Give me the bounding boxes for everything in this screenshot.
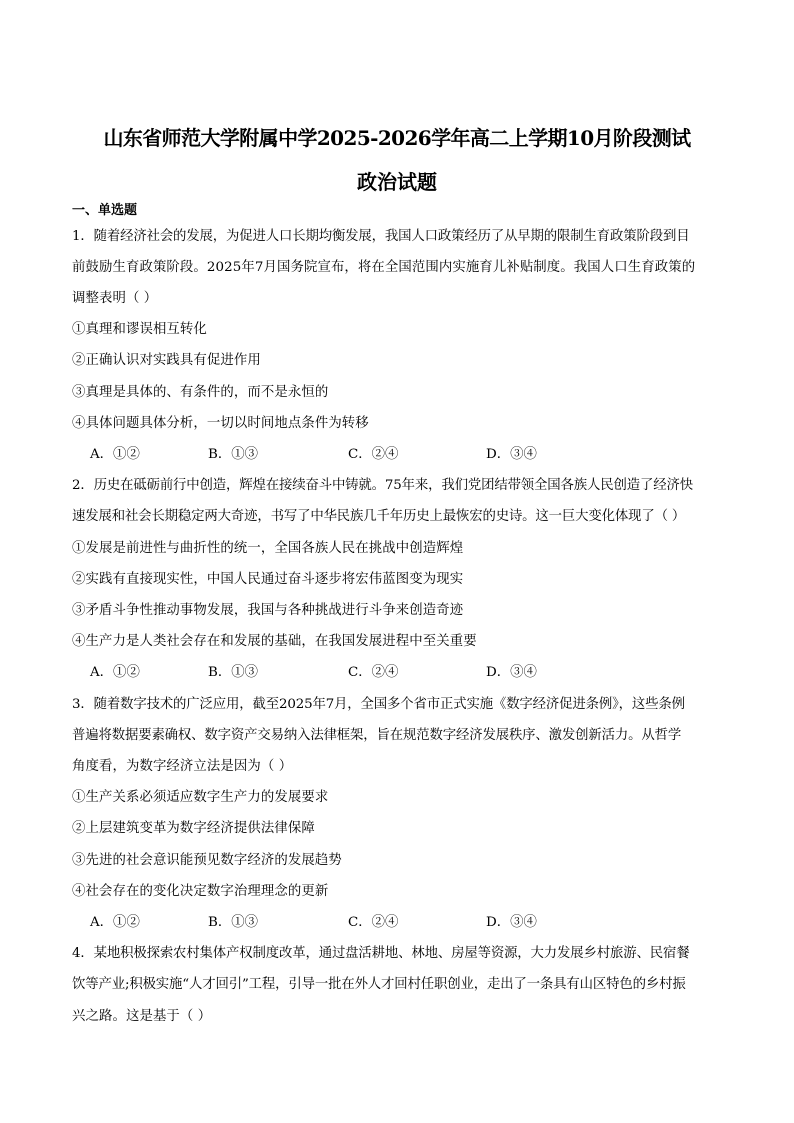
question-1-option-c: C．②④ xyxy=(348,447,399,462)
question-3-option-a: A．①② xyxy=(90,915,140,930)
question-1-stem-line-1: 1．随着经济社会的发展，为促进人口长期均衡发展，我国人口政策经历了从早期的限制生育政策阶段到目 xyxy=(72,229,690,244)
question-3-stem-line-1: 3．随着数字技术的广泛应用，截至2025年7月，全国多个省市正式实施《数字经济促进条例》，这些条例 xyxy=(72,697,685,712)
question-3-stem-line-3: 角度看，为数字经济立法是因为（ ） xyxy=(72,759,293,774)
question-2-option-a: A．①② xyxy=(90,665,140,680)
question-1-option-a: A．①② xyxy=(90,447,140,462)
question-1-options xyxy=(0,444,794,466)
question-2-options xyxy=(0,662,794,684)
section-heading: 一、单选题 xyxy=(72,203,138,218)
question-4-stem-line-1: 4．某地积极探索农村集体产权制度改革，通过盘活耕地、林地、房屋等资源，大力发展乡村旅游、民宿餐 xyxy=(72,946,690,961)
question-3-option-b: B．①③ xyxy=(208,915,259,930)
document-subtitle: 政治试题 xyxy=(357,170,437,194)
question-3-stem-line-2: 普遍将数据要素确权、数字资产交易纳入法律框架，旨在规范数字经济发展秩序、激发创新活力。从哲学 xyxy=(72,728,682,743)
question-3-option-c: C．②④ xyxy=(348,915,399,930)
question-2-statement-2: ②实践有直接现实性，中国人民通过奋斗逐步将宏伟蓝图变为现实 xyxy=(72,572,464,587)
question-1-statement-3: ③真理是具体的、有条件的，而不是永恒的 xyxy=(72,385,329,400)
question-1-statement-4: ④具体问题具体分析，一切以时间地点条件为转移 xyxy=(72,416,369,431)
question-3-statement-3: ③先进的社会意识能预见数字经济的发展趋势 xyxy=(72,853,342,868)
question-1-option-b: B．①③ xyxy=(208,447,259,462)
question-1-stem-line-2: 前鼓励生育政策阶段。2025年7月国务院宣布，将在全国范围内实施育儿补贴制度。我国人口生育政策的 xyxy=(72,260,696,275)
question-2-stem-line-2: 速发展和社会长期稳定两大奇迹，书写了中华民族几千年历史上最恢宏的史诗。这一巨大变化体现了（ ） xyxy=(72,509,686,524)
question-4-stem-line-2: 饮等产业;积极实施“人才回引”工程，引导一批在外人才回村任职创业，走出了一条具有山区特色的乡村振 xyxy=(72,977,686,992)
question-3-statement-4: ④社会存在的变化决定数字治理理念的更新 xyxy=(72,884,329,899)
question-1-statement-1: ①真理和谬误相互转化 xyxy=(72,322,207,337)
question-2-option-d: D．③④ xyxy=(486,665,537,680)
question-2-stem-line-1: 2．历史在砥砺前行中创造，辉煌在接续奋斗中铸就。75年来，我们党团结带领全国各族人民创造了经济快 xyxy=(72,478,693,493)
question-4-stem-line-3: 兴之路。这是基于（ ） xyxy=(72,1009,212,1024)
question-1-stem-line-3: 调整表明（ ） xyxy=(72,291,158,306)
question-2-option-b: B．①③ xyxy=(208,665,259,680)
question-2-statement-3: ③矛盾斗争性推动事物发展，我国与各种挑战进行斗争来创造奇迹 xyxy=(72,603,464,618)
question-1-statement-2: ②正确认识对实践具有促进作用 xyxy=(72,353,261,368)
question-3-option-d: D．③④ xyxy=(486,915,537,930)
question-2-statement-1: ①发展是前进性与曲折性的统一，全国各族人民在挑战中创造辉煌 xyxy=(72,541,464,556)
question-2-option-c: C．②④ xyxy=(348,665,399,680)
document-title: 山东省师范大学附属中学2025-2026学年高二上学期10月阶段测试 xyxy=(103,126,691,150)
question-3-statement-1: ①生产关系必须适应数字生产力的发展要求 xyxy=(72,790,329,805)
question-1-option-d: D．③④ xyxy=(486,447,537,462)
question-3-statement-2: ②上层建筑变革为数字经济提供法律保障 xyxy=(72,821,315,836)
question-2-statement-4: ④生产力是人类社会存在和发展的基础，在我国发展进程中至关重要 xyxy=(72,634,477,649)
question-3-options xyxy=(0,912,794,934)
